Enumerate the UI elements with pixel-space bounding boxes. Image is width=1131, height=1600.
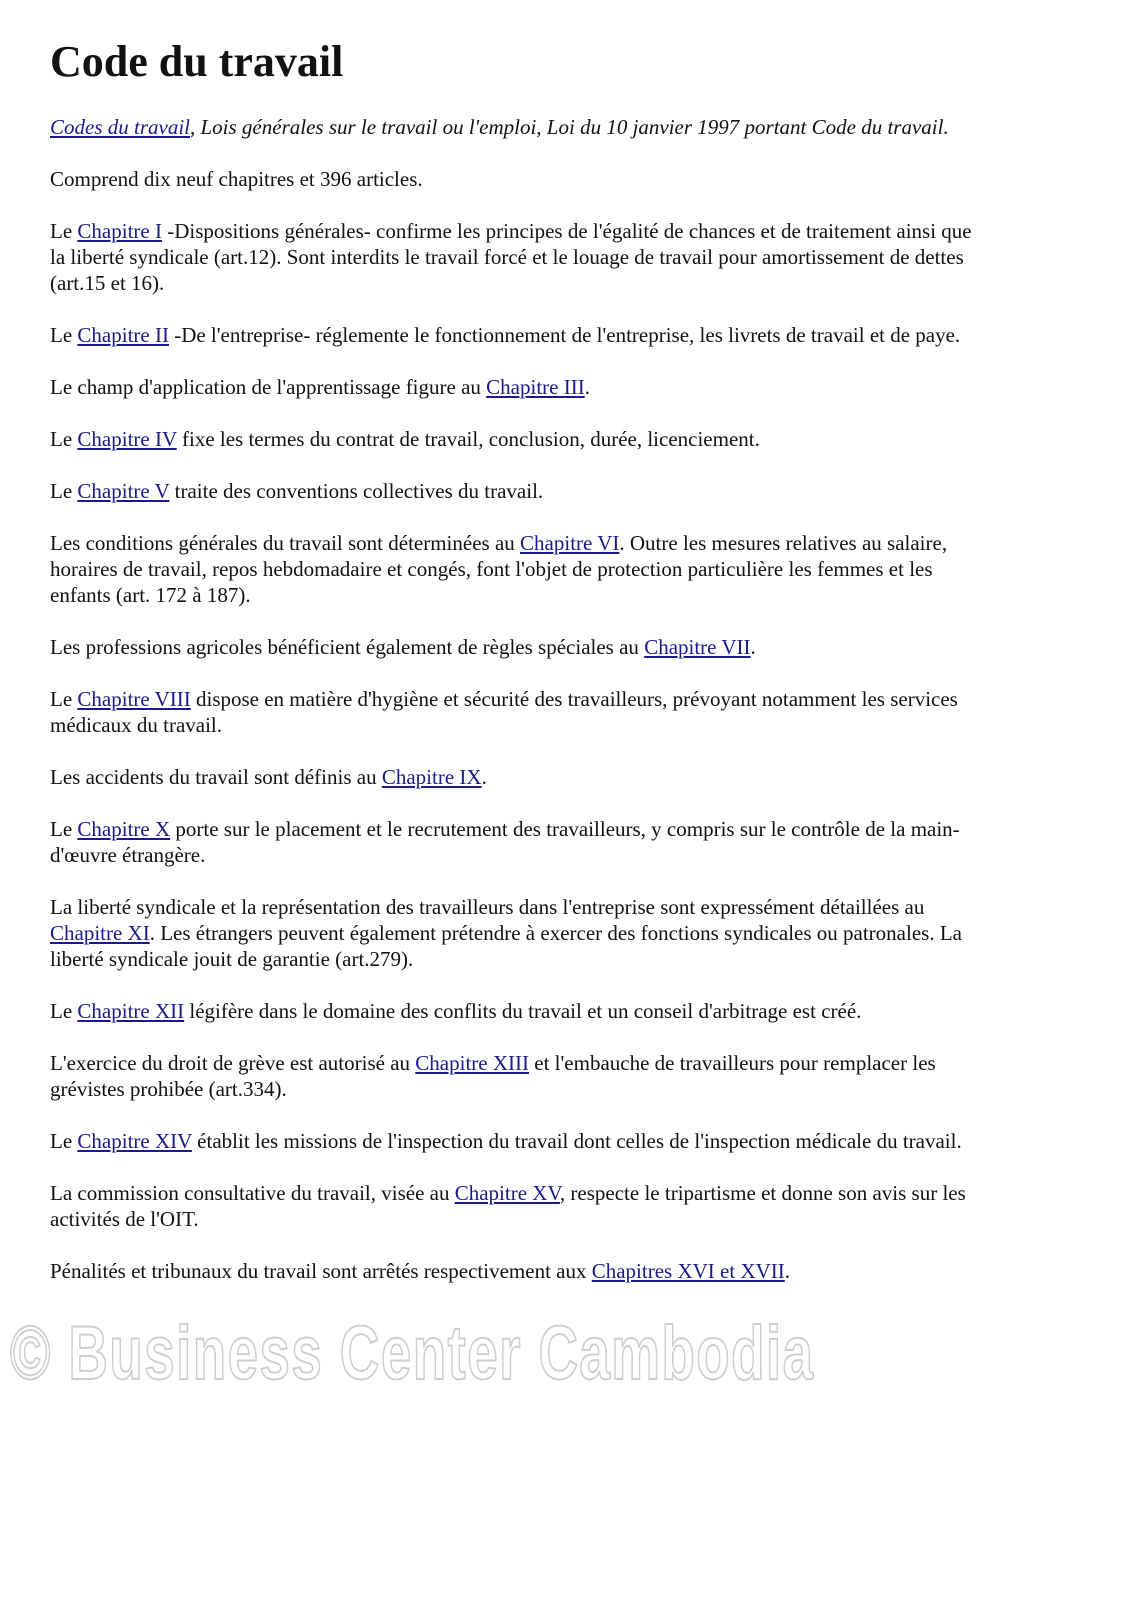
paragraph-text: Le [50,817,78,841]
paragraph-text: . Les étrangers peuvent également prétendre à exercer des fonctions syndicales ou patronales. La liberté syndicale jouit de garantie (art.279). [50,921,962,971]
chapter-link[interactable]: Chapitre X [77,817,171,841]
chapter-link[interactable]: Chapitre XIV [77,1129,192,1153]
paragraph-text: Le [50,323,78,347]
paragraph-text: Pénalités et tribunaux du travail sont arrêtés respectivement aux [50,1259,592,1283]
chapter-link[interactable]: Chapitre XV [454,1181,560,1205]
paragraph-text: -Dispositions générales- confirme les principes de l'égalité de chances et de traitement ainsi que la liberté syndicale (art.12). Sont interdits le travail forcé et le louage de travail pour amortissement de dettes (art.15 et 16). [50,219,972,295]
chapter-link[interactable]: Chapitre XII [77,999,185,1023]
paragraph-text: L'exercice du droit de grève est autorisé au [50,1051,416,1075]
chapter-link[interactable]: Chapitre XIII [415,1051,530,1075]
chapter-link[interactable]: Chapitre XI [50,921,150,945]
paragraph [50,816,975,868]
paragraph-text: Comprend dix neuf chapitres et 396 articles. [50,167,423,191]
paragraph [50,478,975,504]
paragraph-text: . [584,375,590,399]
paragraph [50,1128,975,1154]
paragraph [50,1050,975,1102]
paragraph-text: Les professions agricoles bénéficient également de règles spéciales au [50,635,645,659]
chapter-link[interactable]: Chapitre VI [520,531,620,555]
document [50,0,975,1284]
paragraph-text: Le [50,427,78,451]
chapter-link[interactable]: Chapitre IX [381,765,482,789]
paragraph [50,894,975,972]
page-title: Code du travail [50,37,344,86]
paragraph-text: Le [50,479,78,503]
paragraph [50,166,975,192]
paragraph-text: , respecte le tripartisme et donne son avis sur les activités de l'OIT. [50,1181,966,1231]
chapter-link[interactable]: Chapitre I [77,219,162,243]
paragraph [50,114,975,140]
chapter-link[interactable]: Chapitre VIII [77,687,191,711]
paragraph-text: -De l'entreprise- réglemente le fonctionnement de l'entreprise, les livrets de travail et de paye. [168,323,961,347]
chapter-link[interactable]: Chapitre VII [644,635,751,659]
chapter-link[interactable]: Chapitre V [77,479,170,503]
chapter-link[interactable]: Codes du travail [50,115,190,139]
paragraph-text: , Lois générales sur le travail ou l'emploi, Loi du 10 janvier 1997 portant Code du travail. [190,115,949,139]
paragraph-text: porte sur le placement et le recrutement des travailleurs, y compris sur le contrôle de la main-d'œuvre étrangère. [50,817,960,867]
paragraph [50,1258,975,1284]
paragraph-text: Le champ d'application de l'apprentissage figure au [50,375,487,399]
chapter-link[interactable]: Chapitres XVI et XVII [591,1259,785,1283]
paragraph [50,322,975,348]
document-body [50,114,975,1284]
paragraph-text: dispose en matière d'hygiène et sécurité des travailleurs, prévoyant notamment les services médicaux du travail. [50,687,958,737]
paragraph-text: La commission consultative du travail, visée au [50,1181,455,1205]
paragraph-text: établit les missions de l'inspection du travail dont celles de l'inspection médicale du travail. [191,1129,962,1153]
watermark: © Business Center Cambodia [10,1311,815,1396]
paragraph-text: Le [50,999,78,1023]
paragraph-text: Le [50,219,78,243]
paragraph-text: . Outre les mesures relatives au salaire, horaires de travail, repos hebdomadaire et congés, font l'objet de protection particulière les femmes et les enfants (art. 172 à 187). [50,531,948,607]
paragraph-text: fixe les termes du contrat de travail, conclusion, durée, licenciement. [176,427,760,451]
paragraph [50,218,975,296]
paragraph-text: Le [50,1129,78,1153]
paragraph-text: Les conditions générales du travail sont déterminées au [50,531,521,555]
paragraph [50,764,975,790]
paragraph-text: traite des conventions collectives du travail. [169,479,544,503]
paragraph-text: Les accidents du travail sont définis au [50,765,382,789]
paragraph-text: et l'embauche de travailleurs pour remplacer les grévistes prohibée (art.334). [50,1051,936,1101]
paragraph [50,998,975,1024]
chapter-link[interactable]: Chapitre IV [77,427,177,451]
paragraph-text: . [750,635,756,659]
paragraph [50,634,975,660]
paragraph [50,686,975,738]
paragraph [50,426,975,452]
chapter-link[interactable]: Chapitre III [486,375,585,399]
paragraph [50,530,975,608]
paragraph [50,1180,975,1232]
chapter-link[interactable]: Chapitre II [77,323,169,347]
paragraph-text: Le [50,687,78,711]
paragraph-text: légifère dans le domaine des conflits du travail et un conseil d'arbitrage est créé. [184,999,862,1023]
paragraph [50,374,975,400]
paragraph-text: . [481,765,487,789]
paragraph-text: . [784,1259,791,1283]
paragraph-text: La liberté syndicale et la représentation des travailleurs dans l'entreprise sont expressément détaillées au [50,895,925,919]
